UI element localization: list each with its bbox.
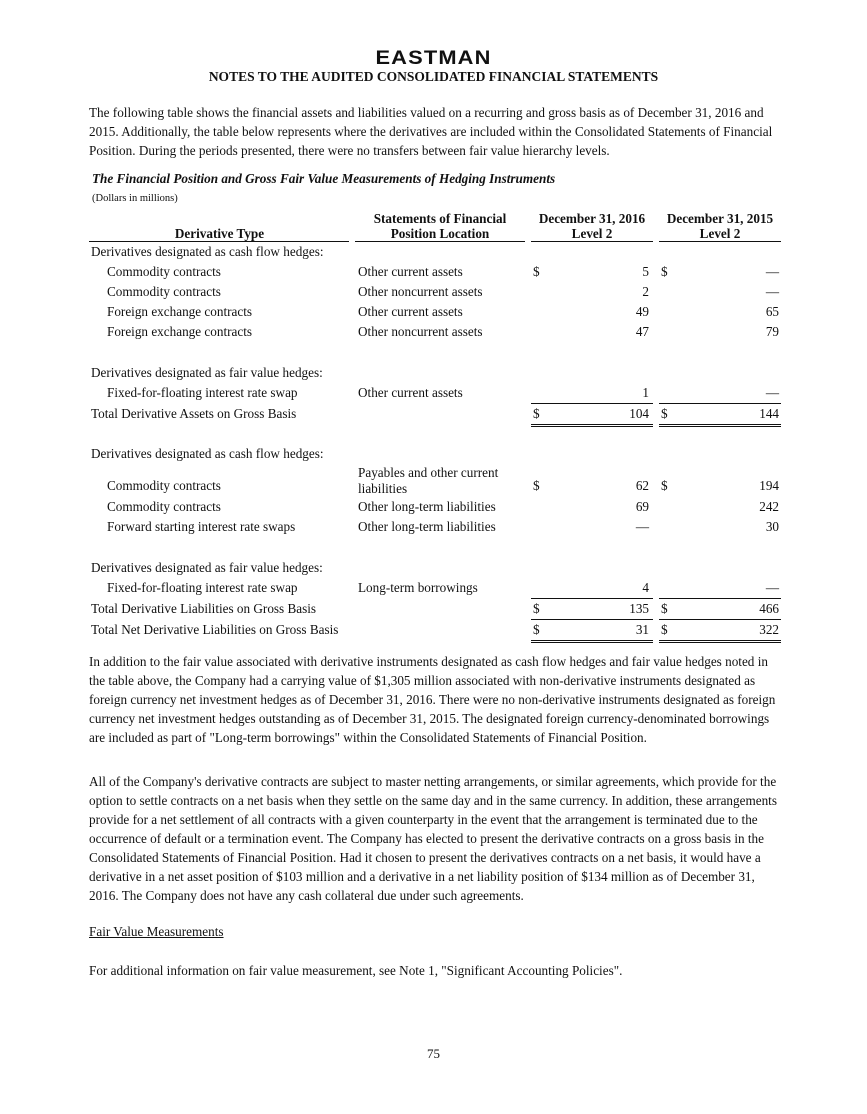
currency-symbol-2016: $ — [533, 264, 540, 279]
table-title: The Financial Position and Gross Fair Value Measurements of Hedging Instruments — [92, 171, 556, 186]
row-derivative-type: Total Net Derivative Liabilities on Gross Basis — [91, 622, 339, 637]
row-derivative-type: Total Derivative Liabilities on Gross Basis — [91, 601, 317, 616]
value-2016: 104 — [629, 406, 649, 421]
intro-paragraph: The following table shows the financial assets and liabilities valued on a recurring and gross basis as of December 31, 2016 and 2015. Additionally, the table below represents where the derivatives are included within the Consolidated Statements of Financial Position. During the periods presented, there were no transfers between fair value hierarchy levels. — [89, 105, 773, 158]
total-rule — [531, 619, 653, 620]
currency-symbol-2015: $ — [661, 406, 668, 421]
value-2016: 1 — [642, 385, 649, 400]
row-derivative-type: Foreign exchange contracts — [107, 324, 253, 339]
total-rule — [531, 424, 653, 427]
value-2015: — — [765, 580, 779, 595]
row-derivative-type: Commodity contracts — [107, 478, 221, 493]
currency-symbol-2016: $ — [533, 478, 540, 493]
row-location: Other current assets — [358, 304, 463, 319]
company-logo: EASTMAN — [375, 48, 492, 69]
value-2016: 69 — [635, 499, 649, 514]
value-2016: 62 — [635, 478, 649, 493]
value-2015: — — [765, 385, 779, 400]
col-header-2016-line2: Level 2 — [571, 226, 613, 241]
value-2015: — — [765, 264, 779, 279]
value-2015: 144 — [759, 406, 779, 421]
total-rule — [659, 403, 781, 404]
col-header-2015-line1: December 31, 2015 — [666, 211, 774, 226]
currency-symbol-2015: $ — [661, 478, 668, 493]
value-2015: 30 — [765, 519, 779, 534]
row-derivative-type: Total Derivative Assets on Gross Basis — [91, 406, 297, 421]
total-rule — [659, 619, 781, 620]
value-2015: — — [765, 284, 779, 299]
value-2015: 65 — [765, 304, 779, 319]
row-derivative-type: Derivatives designated as cash flow hedges: — [91, 244, 324, 259]
total-rule — [659, 598, 781, 599]
table-units: (Dollars in millions) — [92, 193, 178, 204]
row-derivative-type: Fixed-for-floating interest rate swap — [107, 385, 298, 400]
col-header-type: Derivative Type — [174, 226, 265, 241]
row-derivative-type: Commodity contracts — [107, 499, 221, 514]
row-location: Other noncurrent assets — [358, 324, 483, 339]
value-2016: 49 — [635, 304, 649, 319]
page-subtitle: NOTES TO THE AUDITED CONSOLIDATED FINANCIAL STATEMENTS — [208, 69, 659, 84]
value-2016: 135 — [629, 601, 649, 616]
row-location: Other current assets — [358, 385, 463, 400]
currency-symbol-2016: $ — [533, 601, 540, 616]
paragraph-net-investment-hedges: In addition to the fair value associated with derivative instruments designated as cash flow hedges and fair value hedges noted in the table above, the Company had a carrying value of $1,305 million associated with non-derivative instruments designated as foreign currency net investment hedges as of December 31, 2016. There were no non-derivative instruments designated as foreign currency net investment hedges outstanding as of December 31, 2015. The designated foreign currency-denominated borrowings are included as part of "Long-term borrowings" within the Consolidated Statements of Financial Position. — [89, 654, 776, 745]
col-header-2015-line2: Level 2 — [699, 226, 741, 241]
col-header-location — [355, 211, 525, 241]
header-rule-2016 — [531, 241, 653, 242]
row-derivative-type: Commodity contracts — [107, 284, 221, 299]
row-location: Other noncurrent assets — [358, 284, 483, 299]
value-2016: 4 — [642, 580, 649, 595]
value-2015: 466 — [759, 601, 779, 616]
total-rule — [531, 640, 653, 643]
row-derivative-type: Commodity contracts — [107, 264, 221, 279]
row-location: Other current assets — [358, 264, 463, 279]
total-rule — [659, 640, 781, 643]
row-location: Long-term borrowings — [358, 580, 478, 595]
row-derivative-type: Foreign exchange contracts — [107, 304, 253, 319]
value-2015: 79 — [765, 324, 779, 339]
currency-symbol-2016: $ — [533, 406, 540, 421]
col-header-2015 — [659, 211, 781, 241]
header-rule-2015 — [659, 241, 781, 242]
header-rule-type — [89, 241, 349, 242]
page-number: 75 — [427, 1046, 440, 1061]
value-2015: 194 — [759, 478, 779, 493]
row-derivative-type: Fixed-for-floating interest rate swap — [107, 580, 298, 595]
col-header-2016 — [531, 211, 653, 241]
col-header-location-line1: Statements of Financial — [373, 211, 507, 226]
row-derivative-type: Derivatives designated as fair value hedges: — [91, 365, 323, 380]
paragraph-fair-value-reference: For additional information on fair value measurement, see Note 1, "Significant Accounting Policies". — [89, 963, 623, 978]
value-2016: 5 — [642, 264, 649, 279]
currency-symbol-2015: $ — [661, 601, 668, 616]
row-location: Other long-term liabilities — [358, 519, 496, 534]
col-header-location-line2: Position Location — [390, 226, 490, 241]
header-rule-location — [355, 241, 525, 242]
row-derivative-type: Forward starting interest rate swaps — [107, 519, 296, 534]
value-2016: 47 — [635, 324, 649, 339]
currency-symbol-2016: $ — [533, 622, 540, 637]
row-derivative-type: Derivatives designated as fair value hedges: — [91, 560, 323, 575]
value-2016: — — [635, 519, 649, 534]
total-rule — [531, 403, 653, 404]
currency-symbol-2015: $ — [661, 264, 668, 279]
total-rule — [531, 598, 653, 599]
row-derivative-type: Derivatives designated as cash flow hedges: — [91, 446, 324, 461]
row-location-cont: liabilities — [358, 481, 408, 496]
paragraph-master-netting: All of the Company's derivative contracts are subject to master netting arrangements, or similar agreements, which provide for the option to settle contracts on a net basis when they settle on the same day and in the same currency. In addition, these arrangements provide for a net settlement of all contracts with a given counterparty in the event that the arrangement is terminated due to the occurrence of default or a termination event. The Company has elected to present the derivative contracts on a gross basis in the Consolidated Statements of Financial Position. Had it chosen to present the derivatives contracts on a net basis, it would have a derivative in a net asset position of $103 million and a derivative in a net liability position of $134 million as of December 31, 2016. The Company does not have any cash collateral due under such agreements. — [89, 774, 777, 903]
value-2016: 31 — [635, 622, 649, 637]
col-header-2016-line1: December 31, 2016 — [538, 211, 646, 226]
row-location: Other long-term liabilities — [358, 499, 496, 514]
currency-symbol-2015: $ — [661, 622, 668, 637]
value-2015: 242 — [759, 499, 779, 514]
value-2015: 322 — [759, 622, 779, 637]
total-rule — [659, 424, 781, 427]
fair-value-measurements-heading: Fair Value Measurements — [89, 924, 224, 939]
row-location: Payables and other current — [358, 465, 499, 480]
value-2016: 2 — [642, 284, 649, 299]
